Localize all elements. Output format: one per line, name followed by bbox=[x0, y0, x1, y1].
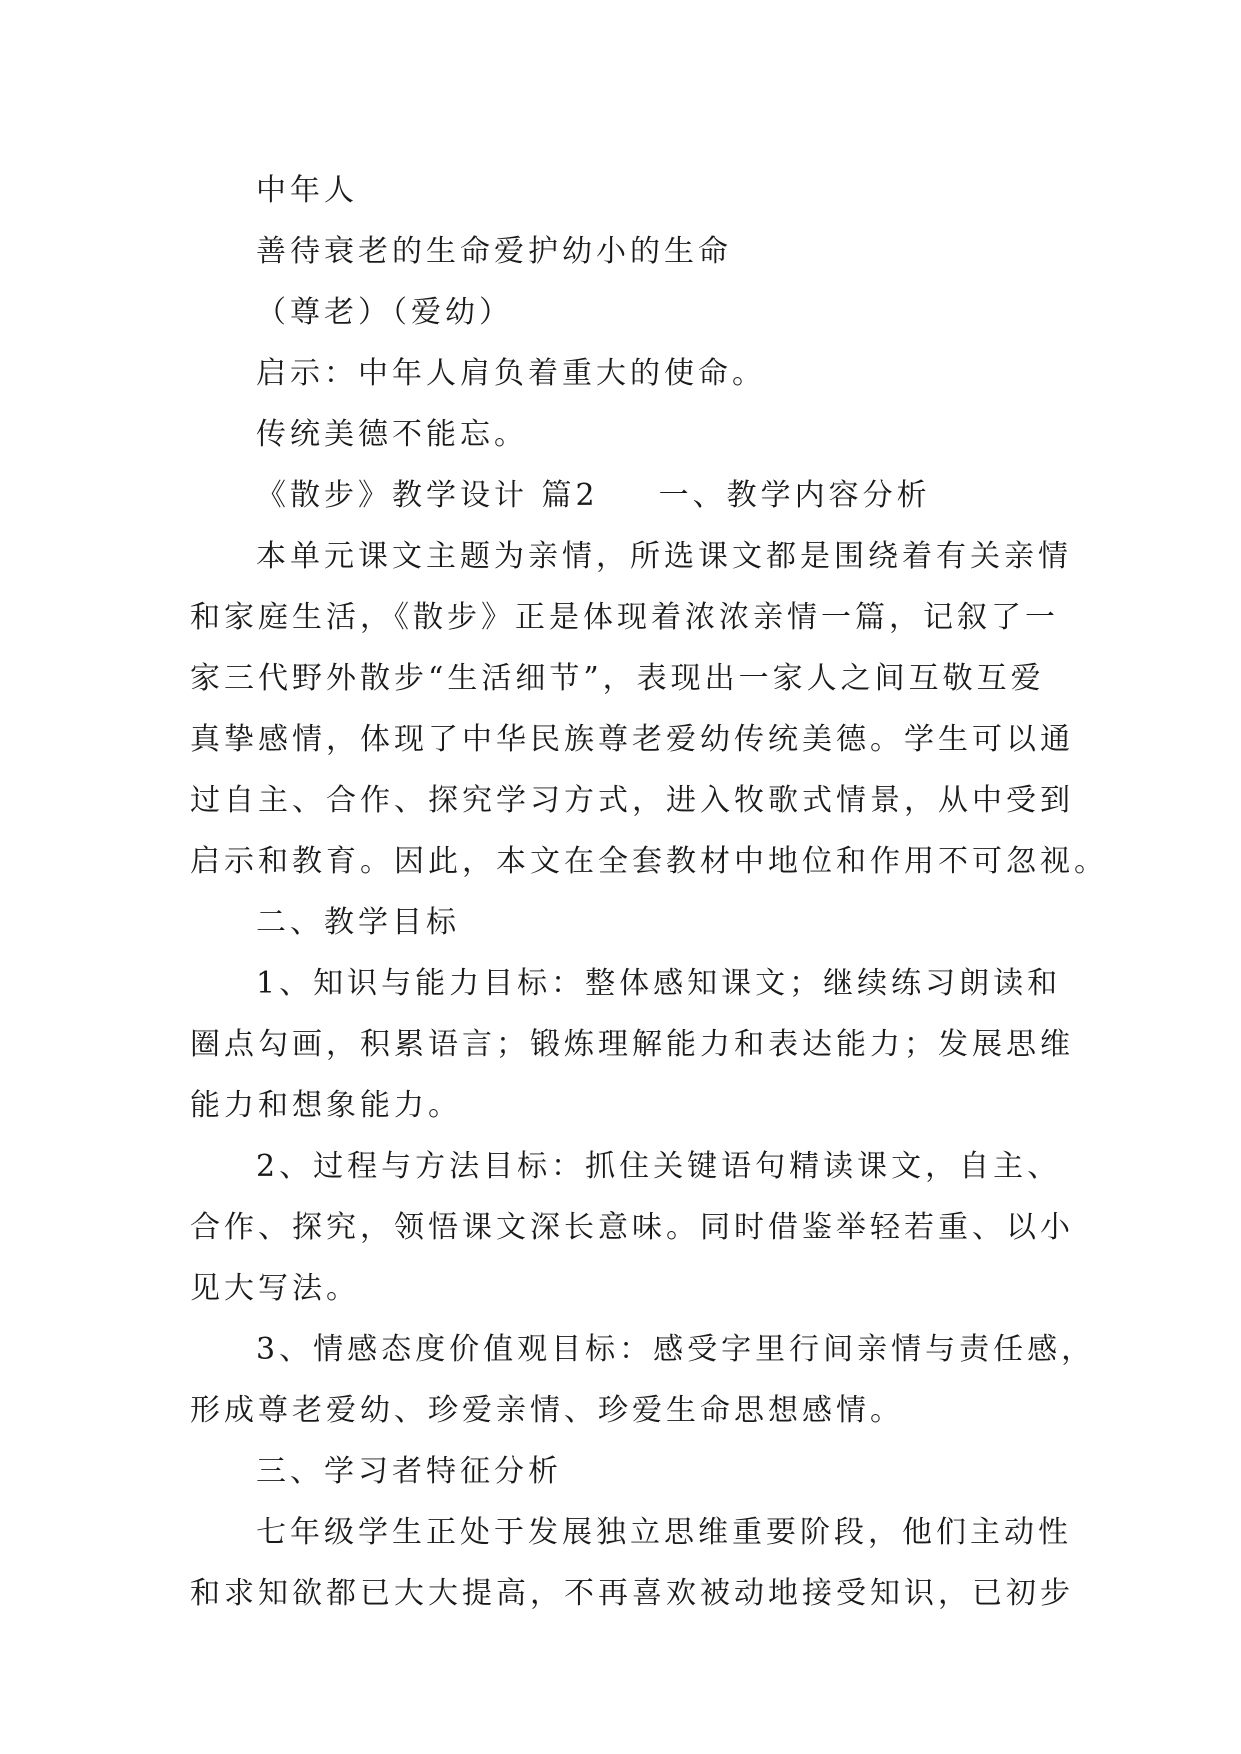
section-heading: 一、教学内容分析 bbox=[658, 478, 931, 513]
paragraph-line: 启示和教育。因此，本文在全套教材中地位和作用不可忽视。 bbox=[190, 844, 1108, 879]
text-line: （尊老）（爱幼） bbox=[256, 295, 513, 330]
paragraph-line: 圈点勾画，积累语言；锻炼理解能力和表达能力；发展思维 bbox=[190, 1027, 1074, 1062]
section-heading: 三、学习者特征分析 bbox=[256, 1454, 562, 1489]
text-line: 善待衰老的生命爱护幼小的生命 bbox=[256, 234, 732, 269]
paragraph-line: 合作、探究，领悟课文深长意味。同时借鉴举轻若重、以小 bbox=[190, 1210, 1074, 1245]
paragraph-line: 和家庭生活，《散步》正是体现着浓浓亲情一篇，记叙了一 bbox=[190, 600, 1059, 635]
text-line: 中年人 bbox=[256, 173, 358, 208]
section-heading-line bbox=[190, 465, 1050, 526]
paragraph-line: 3、情感态度价值观目标：感受字里行间亲情与责任感， bbox=[256, 1332, 1096, 1367]
article-title: 《散步》教学设计 篇2 bbox=[256, 478, 599, 513]
paragraph-line: 2、过程与方法目标：抓住关键语句精读课文，自主、 bbox=[256, 1149, 1062, 1184]
paragraph-line: 本单元课文主题为亲情，所选课文都是围绕着有关亲情 bbox=[256, 539, 1072, 574]
document-body bbox=[190, 160, 1108, 1624]
paragraph-line: 真挚感情，体现了中华民族尊老爱幼传统美德。学生可以通 bbox=[190, 722, 1074, 757]
text-line: 传统美德不能忘。 bbox=[256, 417, 528, 452]
paragraph-line: 形成尊老爱幼、珍爱亲情、珍爱生命思想感情。 bbox=[190, 1393, 904, 1428]
text-line: 启示：中年人肩负着重大的使命。 bbox=[256, 356, 766, 391]
paragraph-line: 过自主、合作、探究学习方式，进入牧歌式情景，从中受到 bbox=[190, 783, 1074, 818]
paragraph-line: 家三代野外散步“生活细节”，表现出一家人之间互敬互爱 bbox=[190, 661, 1045, 696]
paragraph-line: 七年级学生正处于发展独立思维重要阶段，他们主动性 bbox=[256, 1515, 1072, 1550]
section-heading: 二、教学目标 bbox=[256, 905, 460, 940]
paragraph-line: 见大写法。 bbox=[190, 1271, 360, 1306]
paragraph-line: 1、知识与能力目标：整体感知课文；继续练习朗读和 bbox=[256, 966, 1062, 1001]
paragraph-line: 能力和想象能力。 bbox=[190, 1088, 462, 1123]
paragraph-line: 和求知欲都已大大提高，不再喜欢被动地接受知识，已初步 bbox=[190, 1576, 1074, 1611]
